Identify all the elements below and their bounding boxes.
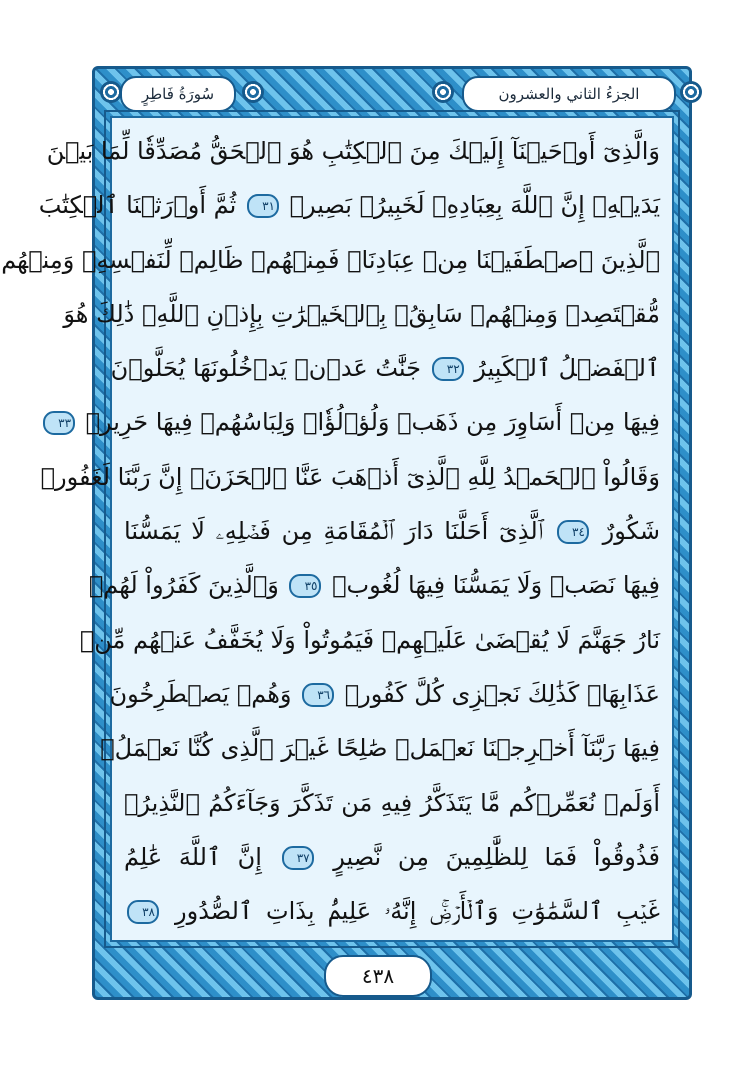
ayah-number-marker: ٣٦ bbox=[302, 683, 334, 707]
ayah-number-marker: ٣٤ bbox=[557, 520, 589, 544]
verse-line bbox=[124, 830, 660, 884]
verse-line bbox=[79, 613, 660, 667]
verse-text: شَكُورٌ bbox=[602, 517, 660, 546]
verse-lines bbox=[1, 124, 660, 938]
verse-text: وَهُمۡ يَصۡطَرِخُونَ bbox=[109, 679, 292, 708]
ayah-number-marker: ٣١ bbox=[247, 194, 279, 218]
verse-text: يَدَيۡهِۗ إِنَّ ٱللَّهَ بِعِبَادِهِۦ لَخَبِيرُۢ بَصِيرٞ bbox=[289, 191, 660, 220]
verse-text: وَقَالُواْ ٱلۡحَمۡدُ لِلَّهِ ٱلَّذِىٓ أَذۡهَبَ عَنَّا ٱلۡحَزَنَۖ إِنَّ رَبَّنَا لَغَفُورٞ bbox=[40, 462, 660, 491]
verse-text: وَالَّذِىٓ أَوۡحَيۡنَآ إِلَيۡكَ مِنَ ٱلۡكِتَٰبِ هُوَ ٱلۡحَقُّ مُصَدِّقٗا لِّمَا بَيۡنَ bbox=[46, 137, 660, 165]
verse-text: نَارُ جَهَنَّمَ لَا يُقۡضَىٰ عَلَيۡهِمۡ فَيَمُوتُواْ وَلَا يُخَفَّفُ عَنۡهُم مِّنۡ bbox=[79, 625, 660, 654]
verse-line bbox=[110, 341, 660, 395]
verse-text: جَنَّٰتُ عَدۡنٖ يَدۡخُلُونَهَا يُحَلَّوۡنَ bbox=[110, 354, 422, 383]
rosette-icon bbox=[680, 81, 702, 103]
verse-text: غَيۡبِ ٱلسَّمَٰوَٰتِ وَٱلۡأَرۡضِۚ إِنَّهُۥ عَلِيمُۢ بِذَاتِ ٱلصُّدُورِ bbox=[175, 897, 660, 926]
juz-title: الجزءُ الثاني والعشرون bbox=[462, 76, 676, 112]
surah-title: سُورَةُ فَاطِرٍ bbox=[120, 76, 236, 112]
verse-text: مُّقۡتَصِدٞ وَمِنۡهُمۡ سَابِقُۢ بِٱلۡخَيۡرَٰتِ بِإِذۡنِ ٱللَّهِۚ ذَٰلِكَ هُوَ bbox=[63, 299, 660, 328]
verse-line bbox=[1, 233, 660, 287]
verse-line bbox=[38, 178, 660, 232]
ayah-number-marker: ٣٥ bbox=[289, 574, 321, 598]
verse-text: أَوَلَمۡ نُعَمِّرۡكُم مَّا يَتَذَكَّرُ فِيهِ مَن تَذَكَّرَ وَجَآءَكُمُ ٱلنَّذِيرُۖ bbox=[124, 788, 660, 817]
verse-text: فِيهَا نَصَبٞ وَلَا يَمَسُّنَا فِيهَا لُغُوبٞ bbox=[332, 571, 660, 600]
ayah-number-marker: ٣٧ bbox=[282, 846, 314, 870]
verse-line bbox=[63, 287, 660, 341]
rosette-icon bbox=[100, 81, 122, 103]
verse-line bbox=[109, 667, 660, 721]
verse-text: فَذُوقُواْ فَمَا لِلظَّٰلِمِينَ مِن نَّصِيرٍ bbox=[333, 842, 660, 871]
verse-text: ٱلۡفَضۡلُ ٱلۡكَبِيرُ bbox=[474, 354, 660, 383]
verse-text: عَذَابِهَاۚ كَذَٰلِكَ نَجۡزِى كُلَّ كَفُورٖ bbox=[344, 679, 660, 708]
verse-line bbox=[40, 450, 660, 504]
verse-line bbox=[58, 395, 660, 449]
verse-text: ٱلَّذِينَ ٱصۡطَفَيۡنَا مِنۡ عِبَادِنَاۖ فَمِنۡهُمۡ ظَالِمٞ لِّنَفۡسِهِۦ وَمِنۡهُم bbox=[1, 245, 660, 274]
rosette-icon bbox=[242, 81, 264, 103]
verse-text: فِيهَا مِنۡ أَسَاوِرَ مِن ذَهَبٖ وَلُؤۡلُؤٗاۖ وَلِبَاسُهُمۡ فِيهَا حَرِيرٞ bbox=[85, 408, 660, 437]
verse-text: ثُمَّ أَوۡرَثۡنَا ٱلۡكِتَٰبَ bbox=[38, 191, 237, 220]
verse-line bbox=[88, 558, 660, 612]
ayah-number-marker: ٣٣ bbox=[43, 411, 75, 435]
verse-text: إِنَّ ٱللَّهَ عَٰلِمُ bbox=[124, 842, 262, 871]
ayah-number-marker: ٣٨ bbox=[127, 900, 159, 924]
verse-line bbox=[46, 124, 660, 178]
verse-text: وَٱلَّذِينَ كَفَرُواْ لَهُمۡ bbox=[88, 571, 279, 600]
page-header bbox=[92, 66, 692, 116]
verse-line bbox=[124, 776, 660, 830]
verse-text: ٱلَّذِىٓ أَحَلَّنَا دَارَ ٱلۡمُقَامَةِ مِن فَضۡلِهِۦ لَا يَمَسُّنَا bbox=[124, 517, 544, 546]
verse-line bbox=[124, 884, 660, 938]
verse-text: فِيهَا رَبَّنَآ أَخۡرِجۡنَا نَعۡمَلۡ صَٰلِحًا غَيۡرَ ٱلَّذِى كُنَّا نَعۡمَلُۚ bbox=[100, 734, 660, 763]
ayah-number-marker: ٣٢ bbox=[432, 357, 464, 381]
page-number: ٤٣٨ bbox=[324, 955, 432, 997]
verse-line bbox=[124, 504, 660, 558]
verse-line bbox=[100, 721, 660, 775]
rosette-icon bbox=[432, 81, 454, 103]
